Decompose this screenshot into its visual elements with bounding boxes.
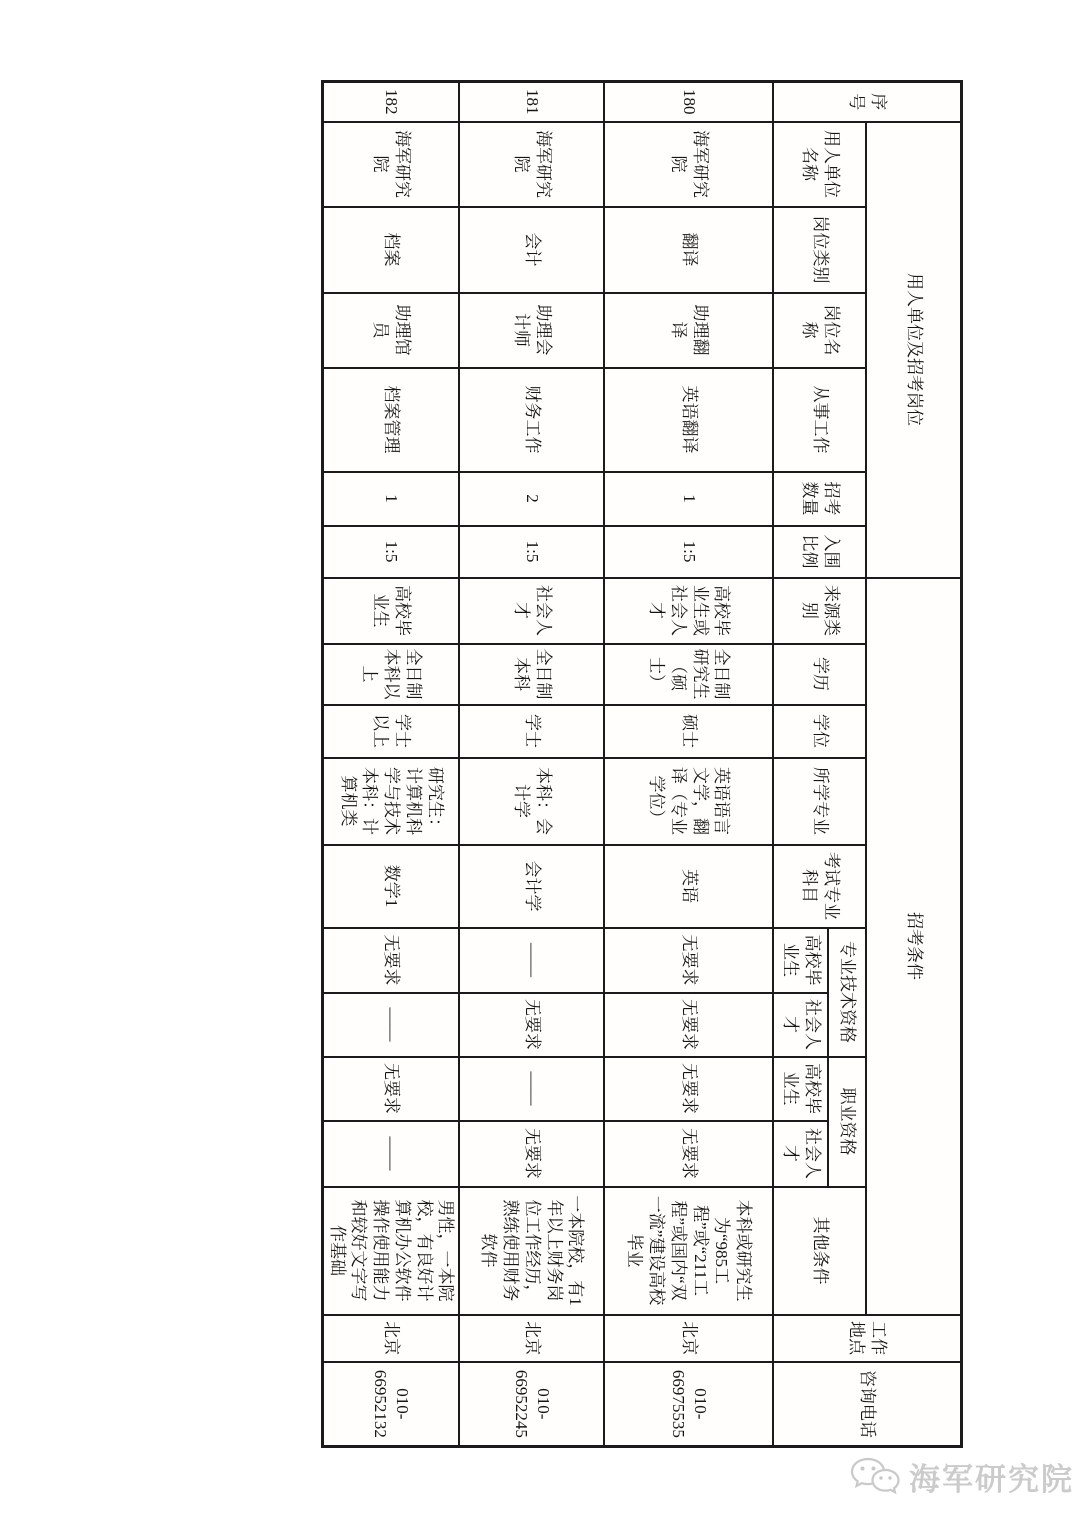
cell-other: 一本院校，有1年以上财务岗位工作经历，熟练使用财务软件 — [460, 1187, 605, 1315]
header-serial: 序号 — [774, 82, 962, 122]
cell-degree: 硕士 — [605, 705, 774, 758]
cell-work: 财务工作 — [460, 368, 605, 472]
recruitment-table — [321, 80, 963, 1448]
header-education: 学历 — [774, 644, 867, 705]
cell-count: 1 — [605, 472, 774, 526]
cell-post: 助理会计师 — [460, 293, 605, 368]
cell-education: 全日制本科以上 — [323, 644, 460, 705]
header-group-employer: 用人单位及招考岗位 — [867, 122, 962, 578]
header-row-fields — [829, 82, 867, 1447]
cell-location: 北京 — [323, 1315, 460, 1362]
cell-protech-grad: 无要求 — [605, 928, 774, 993]
cell-phone: 010-66975535 — [605, 1362, 774, 1447]
header-category: 岗位类别 — [774, 207, 867, 293]
cell-source: 社会人才 — [460, 578, 605, 644]
cell-category: 档案 — [323, 207, 460, 293]
cell-location: 北京 — [460, 1315, 605, 1362]
cell-vocational-grad: —— — [460, 1057, 605, 1121]
header-work: 从事工作 — [774, 368, 867, 472]
cell-unit: 海军研究院 — [460, 122, 605, 207]
cell-serial: 180 — [605, 82, 774, 122]
cell-post: 助理馆员 — [323, 293, 460, 368]
cell-phone: 010-66952245 — [460, 1362, 605, 1447]
header-post: 岗位名称 — [774, 293, 867, 368]
cell-protech-grad: 无要求 — [323, 928, 460, 993]
cell-education: 全日制研究生（硕士） — [605, 644, 774, 705]
watermark — [848, 1454, 1074, 1499]
header-ratio: 入围比例 — [774, 526, 867, 578]
cell-count: 1 — [323, 472, 460, 526]
cell-degree: 学士 — [460, 705, 605, 758]
cell-other: 本科或研究生为“985工程”或“211工程”或国内“双一流”建设高校毕业 — [605, 1187, 774, 1315]
cell-exam: 数学1 — [323, 845, 460, 928]
cell-ratio: 1:5 — [605, 526, 774, 578]
cell-work: 英语翻译 — [605, 368, 774, 472]
cell-major: 研究生：计算机科学与技术 本科：计算机类 — [323, 758, 460, 845]
header-vocational-social: 社会人才 — [774, 1121, 829, 1187]
header-protech-social: 社会人才 — [774, 993, 829, 1057]
cell-work: 档案管理 — [323, 368, 460, 472]
cell-degree: 学士以上 — [323, 705, 460, 758]
cell-unit: 海军研究院 — [323, 122, 460, 207]
header-location: 工作地点 — [774, 1315, 962, 1362]
cell-vocational-social: —— — [323, 1121, 460, 1187]
cell-protech-grad: —— — [460, 928, 605, 993]
cell-serial: 182 — [323, 82, 460, 122]
header-phone: 咨询电话 — [774, 1362, 962, 1447]
cell-serial: 181 — [460, 82, 605, 122]
header-major: 所学专业 — [774, 758, 867, 845]
cell-vocational-social: 无要求 — [460, 1121, 605, 1187]
header-vocational: 职业资格 — [829, 1057, 867, 1187]
header-other: 其他条件 — [774, 1187, 867, 1315]
wechat-chat-bubbles-icon — [848, 1456, 902, 1498]
header-degree: 学位 — [774, 705, 867, 758]
header-protech: 专业技术资格 — [829, 928, 867, 1057]
cell-source: 高校毕业生或社会人才 — [605, 578, 774, 644]
table-row-180 — [605, 82, 774, 1447]
cell-vocational-social: 无要求 — [605, 1121, 774, 1187]
cell-post: 助理翻译 — [605, 293, 774, 368]
header-source: 来源类别 — [774, 578, 867, 644]
cell-count: 2 — [460, 472, 605, 526]
header-unit: 用人单位名称 — [774, 122, 867, 207]
header-exam: 考试专业科目 — [774, 845, 867, 928]
cell-exam: 会计学 — [460, 845, 605, 928]
cell-ratio: 1:5 — [323, 526, 460, 578]
header-group-conditions: 招考条件 — [867, 578, 962, 1315]
cell-category: 翻译 — [605, 207, 774, 293]
cell-protech-social: 无要求 — [460, 993, 605, 1057]
cell-ratio: 1:5 — [460, 526, 605, 578]
cell-major: 本科：会计学 — [460, 758, 605, 845]
cell-other: 男性，一本院校，有良好计算机办公软件操作使用能力和较好文字写作基础 — [323, 1187, 460, 1315]
table-row-182 — [323, 82, 460, 1447]
cell-vocational-grad: 无要求 — [605, 1057, 774, 1121]
cell-unit: 海军研究院 — [605, 122, 774, 207]
cell-education: 全日制本科 — [460, 644, 605, 705]
header-protech-grad: 高校毕业生 — [774, 928, 829, 993]
header-vocational-grad: 高校毕业生 — [774, 1057, 829, 1121]
rotated-table-container — [324, 80, 963, 1445]
cell-vocational-grad: 无要求 — [323, 1057, 460, 1121]
cell-exam: 英语 — [605, 845, 774, 928]
header-row-groups — [867, 82, 962, 1447]
cell-location: 北京 — [605, 1315, 774, 1362]
cell-source: 高校毕业生 — [323, 578, 460, 644]
watermark-brand-text: 海军研究院 — [909, 1462, 1074, 1497]
header-count: 招考数量 — [774, 472, 867, 526]
cell-protech-social: —— — [323, 993, 460, 1057]
cell-phone: 010-66952132 — [323, 1362, 460, 1447]
table-row-181 — [460, 82, 605, 1447]
cell-protech-social: 无要求 — [605, 993, 774, 1057]
cell-category: 会计 — [460, 207, 605, 293]
cell-major: 英语语言文学，翻译（专业学位） — [605, 758, 774, 845]
